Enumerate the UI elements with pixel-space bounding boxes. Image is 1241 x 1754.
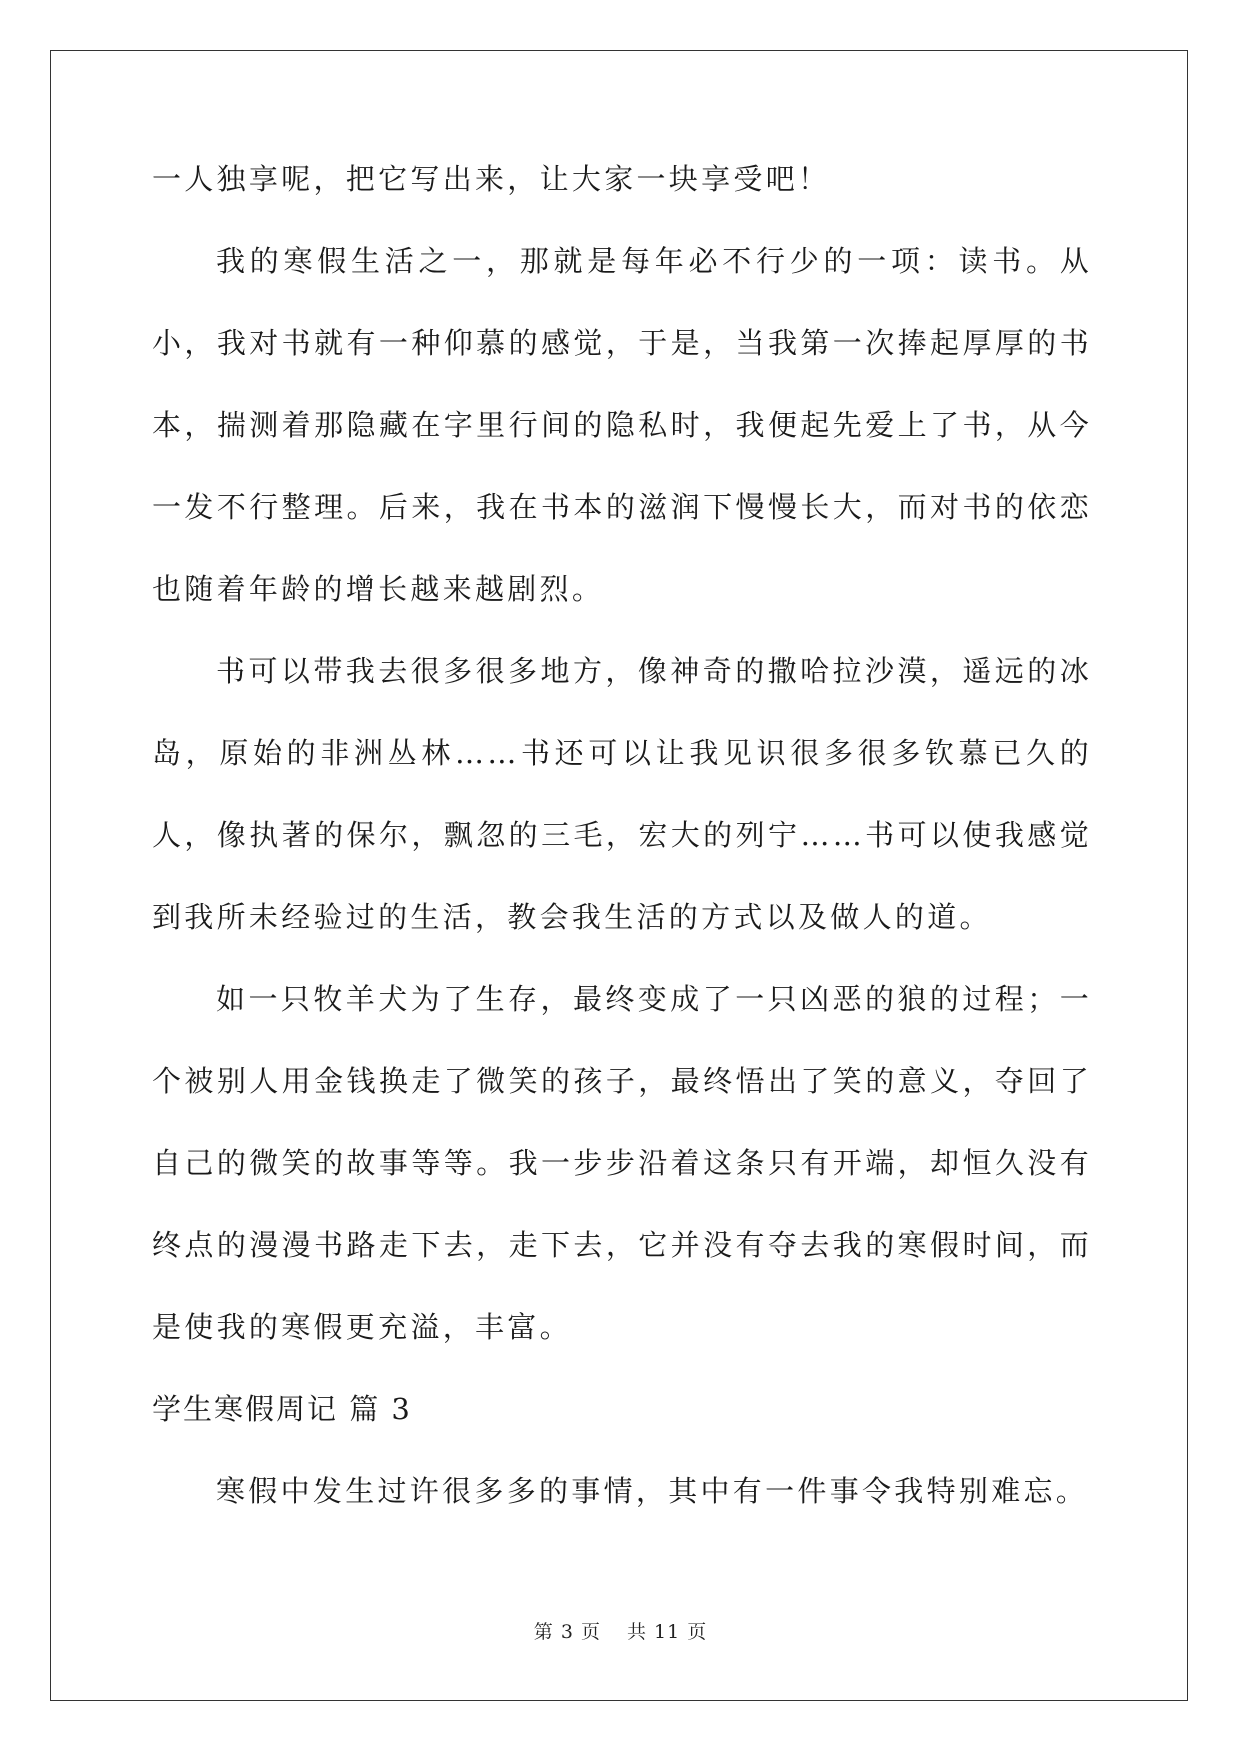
paragraph-2: 我的寒假生活之一，那就是每年必不行少的一项：读书。从小，我对书就有一种仰慕的感觉，于是，当我第一次捧起厚厚的书本，揣测着那隐藏在字里行间的隐私时，我便起先爱上了书，从今一发不行整理。后来，我在书本的滋润下慢慢长大，而对书的依恋也随着年龄的增长越来越剧烈。 [152, 244, 1092, 606]
document-body [152, 158, 1092, 1532]
page-total: 共 11 页 [626, 1621, 708, 1643]
paragraph-4: 如一只牧羊犬为了生存，最终变成了一只凶恶的狼的过程；一个被别人用金钱换走了微笑的孩子，最终悟出了笑的意义，夺回了自己的微笑的故事等等。我一步步沿着这条只有开端，却恒久没有终点的漫漫书路走下去，走下去，它并没有夺去我的寒假时间，而是使我的寒假更充溢，丰富。 [152, 982, 1092, 1344]
paragraph-3: 书可以带我去很多很多地方，像神奇的撒哈拉沙漠，遥远的冰岛，原始的非洲丛林……书还可以让我见识很多很多钦慕已久的人，像执著的保尔，飘忽的三毛，宏大的列宁……书可以使我感觉到我所未经验过的生活，教会我生活的方式以及做人的道。 [152, 654, 1092, 934]
paragraph-5: 寒假中发生过许很多多的事情，其中有一件事令我特别难忘。 [216, 1474, 1089, 1508]
paragraph-1: 一人独享呢，把它写出来，让大家一块享受吧！ [152, 162, 831, 196]
section-heading: 学生寒假周记 篇 3 [152, 1392, 412, 1426]
page-number: 第 3 页 [533, 1621, 601, 1643]
page-footer [0, 1617, 1241, 1644]
